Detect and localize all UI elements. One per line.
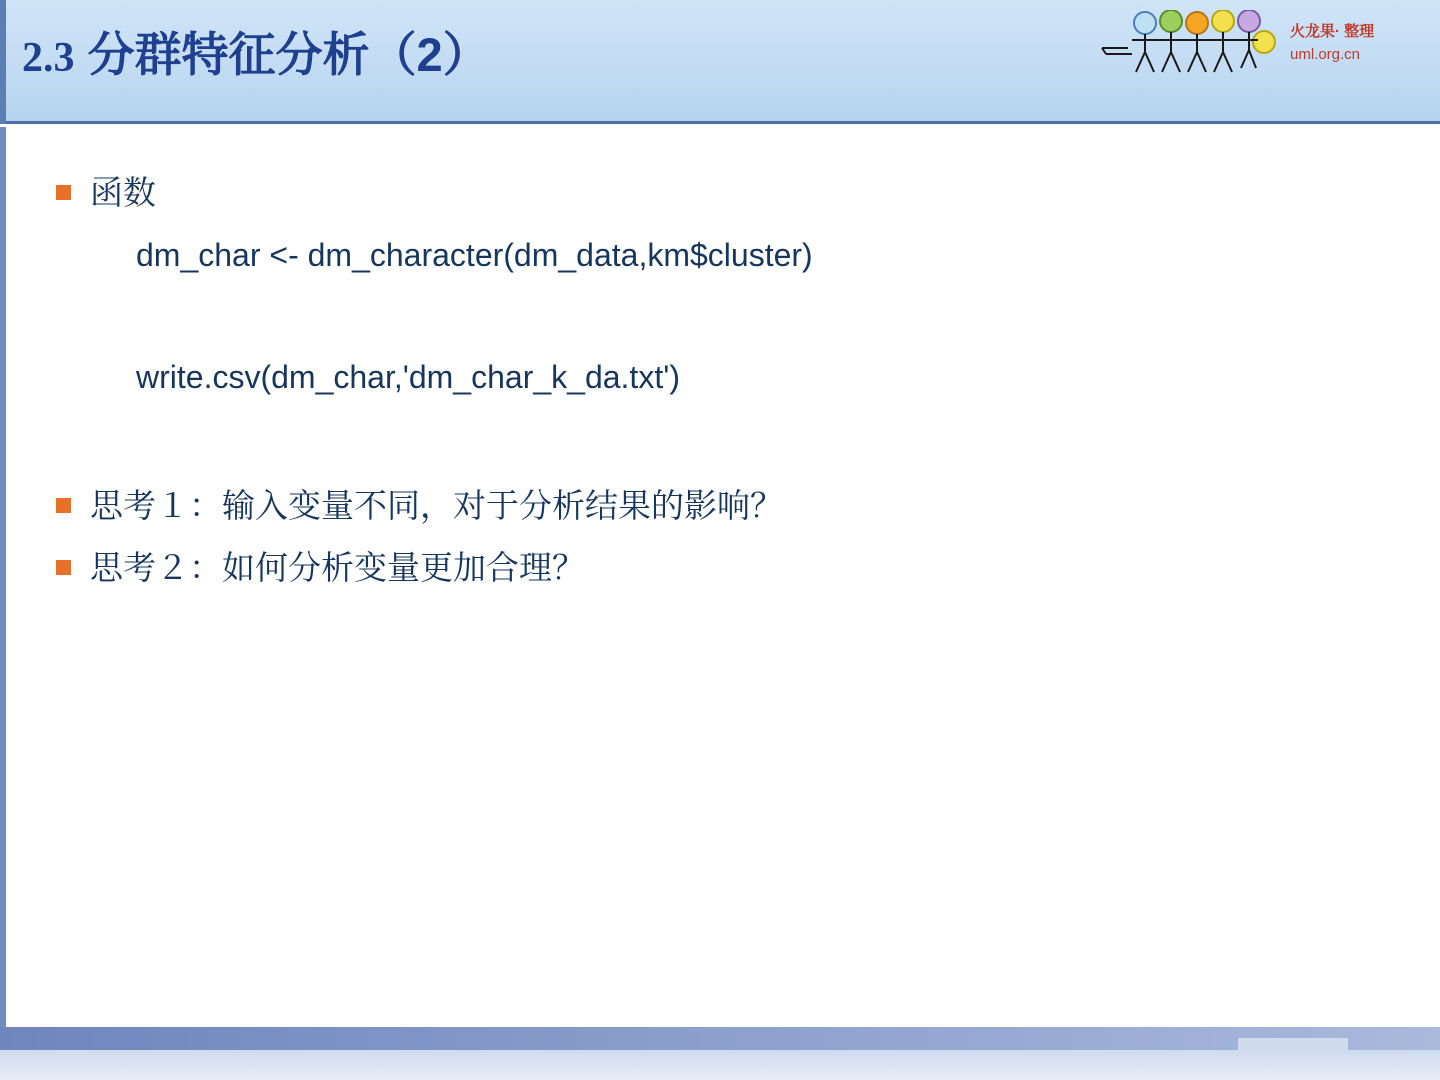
list-item <box>56 172 156 213</box>
slide-body <box>0 127 1440 1027</box>
logo-block <box>1098 8 1428 86</box>
body-left-rail <box>0 127 6 1027</box>
logo-text <box>1290 20 1430 63</box>
square-bullet-icon <box>56 185 71 200</box>
slide-footer <box>0 1027 1440 1080</box>
list-item <box>56 547 585 588</box>
logo-brand: 火龙果· 整理 <box>1290 23 1375 40</box>
square-bullet-icon <box>56 498 71 513</box>
slide-number: 2.3 <box>22 35 75 81</box>
slide-header <box>0 0 1440 124</box>
square-bullet-icon <box>56 560 71 575</box>
slide-title-text: 分群特征分析（2） <box>87 28 490 81</box>
footer-tab-notch <box>1238 1038 1348 1050</box>
bullet-label: 函数 <box>90 174 156 211</box>
code-line-1: dm_char <- dm_character(dm_data,km$cluster) <box>136 237 813 273</box>
people-group-logo-icon <box>1098 10 1278 80</box>
footer-band-upper <box>0 1027 1440 1050</box>
footer-band-lower <box>0 1050 1440 1080</box>
list-item <box>56 485 783 526</box>
logo-site: uml.org.cn <box>1290 46 1361 63</box>
code-line-2: write.csv(dm_char,'dm_char_k_da.txt') <box>136 359 680 395</box>
header-left-accent <box>0 0 6 124</box>
page-title <box>22 18 490 85</box>
bullet-label: 思考２：如何分析变量更加合理？ <box>90 549 585 586</box>
bullet-label: 思考１：输入变量不同，对于分析结果的影响？ <box>90 487 783 524</box>
